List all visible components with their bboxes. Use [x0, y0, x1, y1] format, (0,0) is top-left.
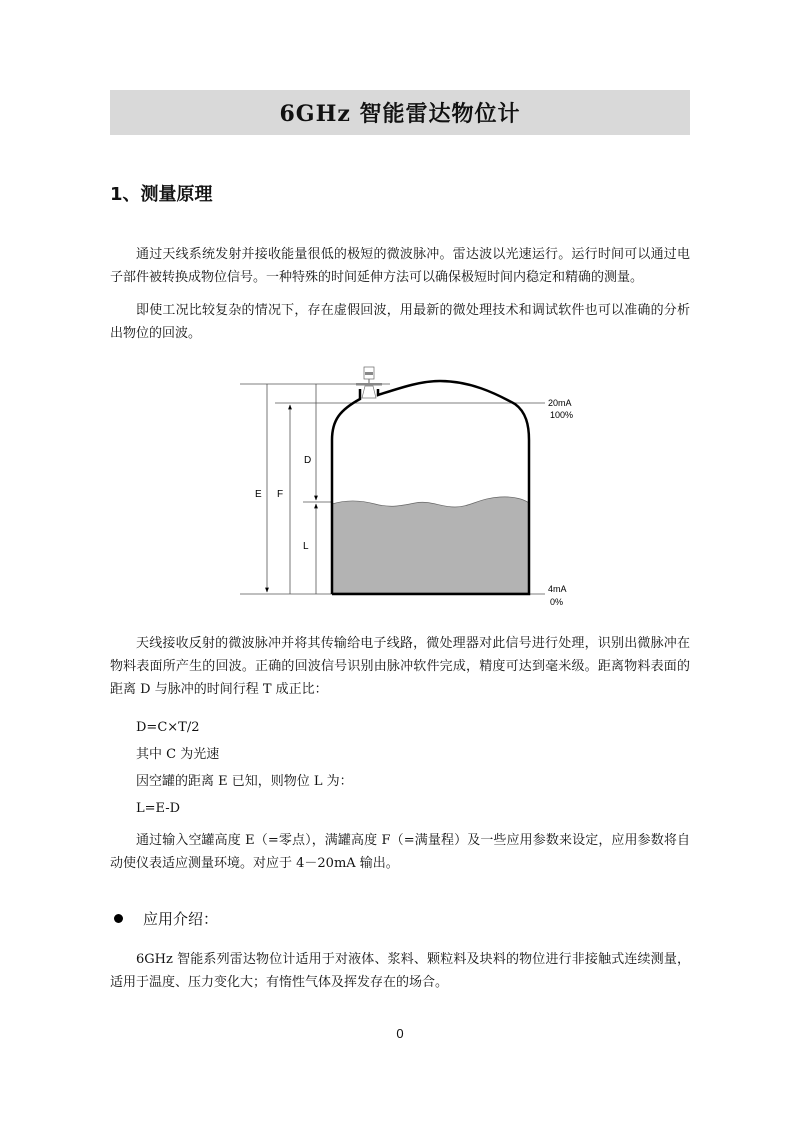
section-heading-measurement-principle: 1、测量原理 [110, 184, 213, 205]
bullet-icon [114, 914, 123, 923]
page-number: 0 [396, 1026, 404, 1041]
formula-level: L=E-D [136, 801, 181, 816]
formula-distance: D=C×T/2 [136, 720, 200, 735]
label-D: D [304, 455, 312, 466]
formula-note-e: 因空罐的距离 E 已知，则物位 L 为： [136, 774, 353, 789]
label-E: E [255, 489, 262, 500]
label-4mA: 4mA [548, 584, 567, 594]
label-F: F [277, 489, 284, 500]
document-title: 6GHz 智能雷达物位计 [279, 101, 521, 127]
paragraph-application: 6GHz 智能系列雷达物位计适用于对液体、浆料、颗粒料及块料的物位进行非接触式连续测量，适用于温度、压力变化大；有惰性气体及挥发存在的场合。 [110, 952, 690, 990]
label-100-percent: 100% [550, 410, 574, 420]
paragraph-principle-2: 即使工况比较复杂的情况下，存在虚假回波，用最新的微处理技术和调试软件也可以准确的分析出物位的回波。 [110, 303, 690, 341]
label-L: L [303, 541, 309, 552]
application-heading [110, 908, 218, 929]
label-20mA: 20mA [548, 398, 572, 408]
paragraph-principle-1: 通过天线系统发射并接收能量很低的极短的微波脉冲。雷达波以光速运行。运行时间可以通过电子部件被转换成物位信号。一种特殊的时间延伸方法可以确保极短时间内稳定和精确的测量。 [110, 247, 690, 285]
application-heading-text: 应用介绍： [143, 910, 219, 928]
paragraph-closing: 通过输入空罐高度 E（=零点），满罐高度 F（=满量程）及一些应用参数来设定，应用参数将自动使仪表适应测量环境。对应于 4－20mA 输出。 [110, 833, 690, 871]
formula-note-c: 其中 C 为光速 [136, 747, 220, 762]
paragraph-principle-3: 天线接收反射的微波脉冲并将其传输给电子线路，微处理器对此信号进行处理，识别出微脉冲在物料表面所产生的回波。正确的回波信号识别由脉冲软件完成，精度可达到毫米级。距离物料表面的距离 D 与脉冲的时间行程 T 成正比： [110, 636, 690, 697]
label-0-percent: 0% [550, 597, 564, 607]
